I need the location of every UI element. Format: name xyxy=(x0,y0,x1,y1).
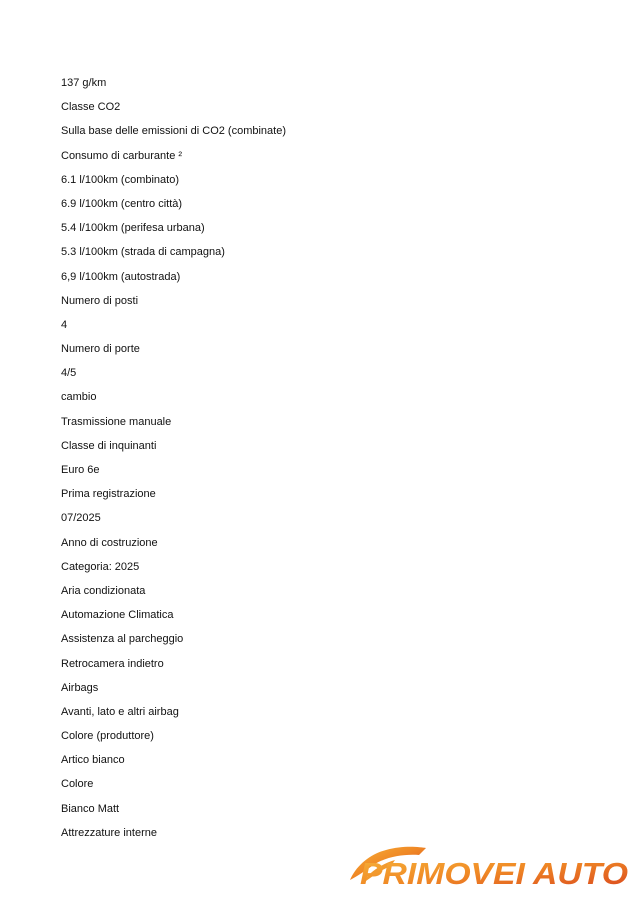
spec-line: Bianco Matt xyxy=(61,802,120,815)
spec-line: Euro 6e xyxy=(61,464,100,476)
spec-line: Attrezzature interne xyxy=(61,826,157,839)
spec-line: Classe CO2 xyxy=(61,101,121,114)
spec-list xyxy=(61,75,581,849)
spec-line: Categoria: 2025 xyxy=(61,560,140,573)
spec-line: Aria condizionata xyxy=(61,584,146,597)
spec-line: 137 g/km xyxy=(61,77,107,89)
spec-line: 6,9 l/100km (autostrada) xyxy=(61,270,181,283)
spec-line: Colore xyxy=(61,778,94,791)
spec-line: Anno di costruzione xyxy=(61,536,158,549)
spec-line: Prima registrazione xyxy=(61,488,156,501)
spec-line: cambio xyxy=(61,391,97,404)
logo-text: PRIMOVEI AUTO xyxy=(360,856,628,890)
spec-line: Numero di porte xyxy=(61,343,140,356)
spec-line: Artico bianco xyxy=(61,754,125,767)
spec-line: Consumo di carburante ² xyxy=(61,149,183,162)
spec-line: Sulla base delle emissioni di CO2 (combinate) xyxy=(61,125,286,138)
spec-line: Airbags xyxy=(61,681,99,694)
spec-line: 07/2025 xyxy=(61,512,101,525)
spec-line: Automazione Climatica xyxy=(61,609,174,622)
spec-line: 4/5 xyxy=(61,367,77,380)
spec-line: Retrocamera indietro xyxy=(61,657,164,670)
spec-line: Numero di posti xyxy=(61,294,139,307)
spec-line: 4 xyxy=(61,318,68,331)
dealer-logo xyxy=(348,842,630,890)
spec-line: 5.3 l/100km (strada di campagna) xyxy=(61,246,225,259)
spec-line: Avanti, lato e altri airbag xyxy=(61,705,179,718)
spec-line: Classe di inquinanti xyxy=(61,439,157,452)
spec-line: Assistenza al parcheggio xyxy=(61,633,184,646)
spec-line: Trasmissione manuale xyxy=(61,415,172,428)
spec-line: 5.4 l/100km (perifesa urbana) xyxy=(61,222,205,235)
dealer-logo-mark xyxy=(348,842,630,890)
spec-line: 6.1 l/100km (combinato) xyxy=(61,173,179,186)
spec-line: 6.9 l/100km (centro città) xyxy=(61,197,183,210)
spec-line: Colore (produttore) xyxy=(61,730,154,743)
